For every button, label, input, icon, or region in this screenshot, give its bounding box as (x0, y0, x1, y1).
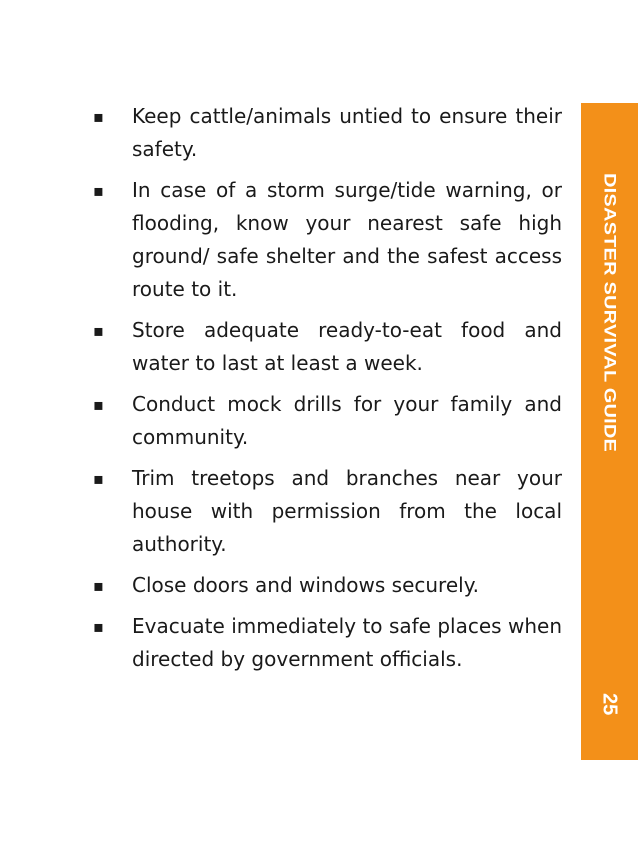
bullet-item (82, 462, 562, 561)
bullet-item (82, 174, 562, 306)
bullet-square-icon: ▪ (93, 395, 104, 414)
bullet-text: Trim treetops and branches near your house with permission from the local authority. (132, 466, 562, 556)
bullet-square-icon: ▪ (93, 617, 104, 636)
page-number: 25 (598, 693, 621, 716)
guide-title: DISASTER SURVIVAL GUIDE (600, 173, 619, 453)
bullet-item (82, 569, 562, 602)
bullet-square-icon: ▪ (93, 181, 104, 200)
bullet-item (82, 388, 562, 454)
side-tab (581, 103, 638, 760)
bullet-item (82, 610, 562, 676)
bullet-list (82, 100, 562, 684)
bullet-square-icon: ▪ (93, 321, 104, 340)
bullet-square-icon: ▪ (93, 576, 104, 595)
bullet-text: In case of a storm surge/tide warning, or flooding, know your nearest safe high ground/ safe shelter and the safest access route to it. (132, 178, 562, 301)
bullet-text: Keep cattle/animals untied to ensure their safety. (132, 104, 562, 161)
bullet-text: Conduct mock drills for your family and community. (132, 392, 562, 449)
bullet-square-icon: ▪ (93, 469, 104, 488)
bullet-text: Evacuate immediately to safe places when directed by government officials. (132, 614, 562, 671)
bullet-square-icon: ▪ (93, 107, 104, 126)
bullet-item (82, 100, 562, 166)
bullet-item (82, 314, 562, 380)
bullet-text: Store adequate ready-to-eat food and water to last at least a week. (132, 318, 562, 375)
bullet-text: Close doors and windows securely. (132, 573, 480, 597)
